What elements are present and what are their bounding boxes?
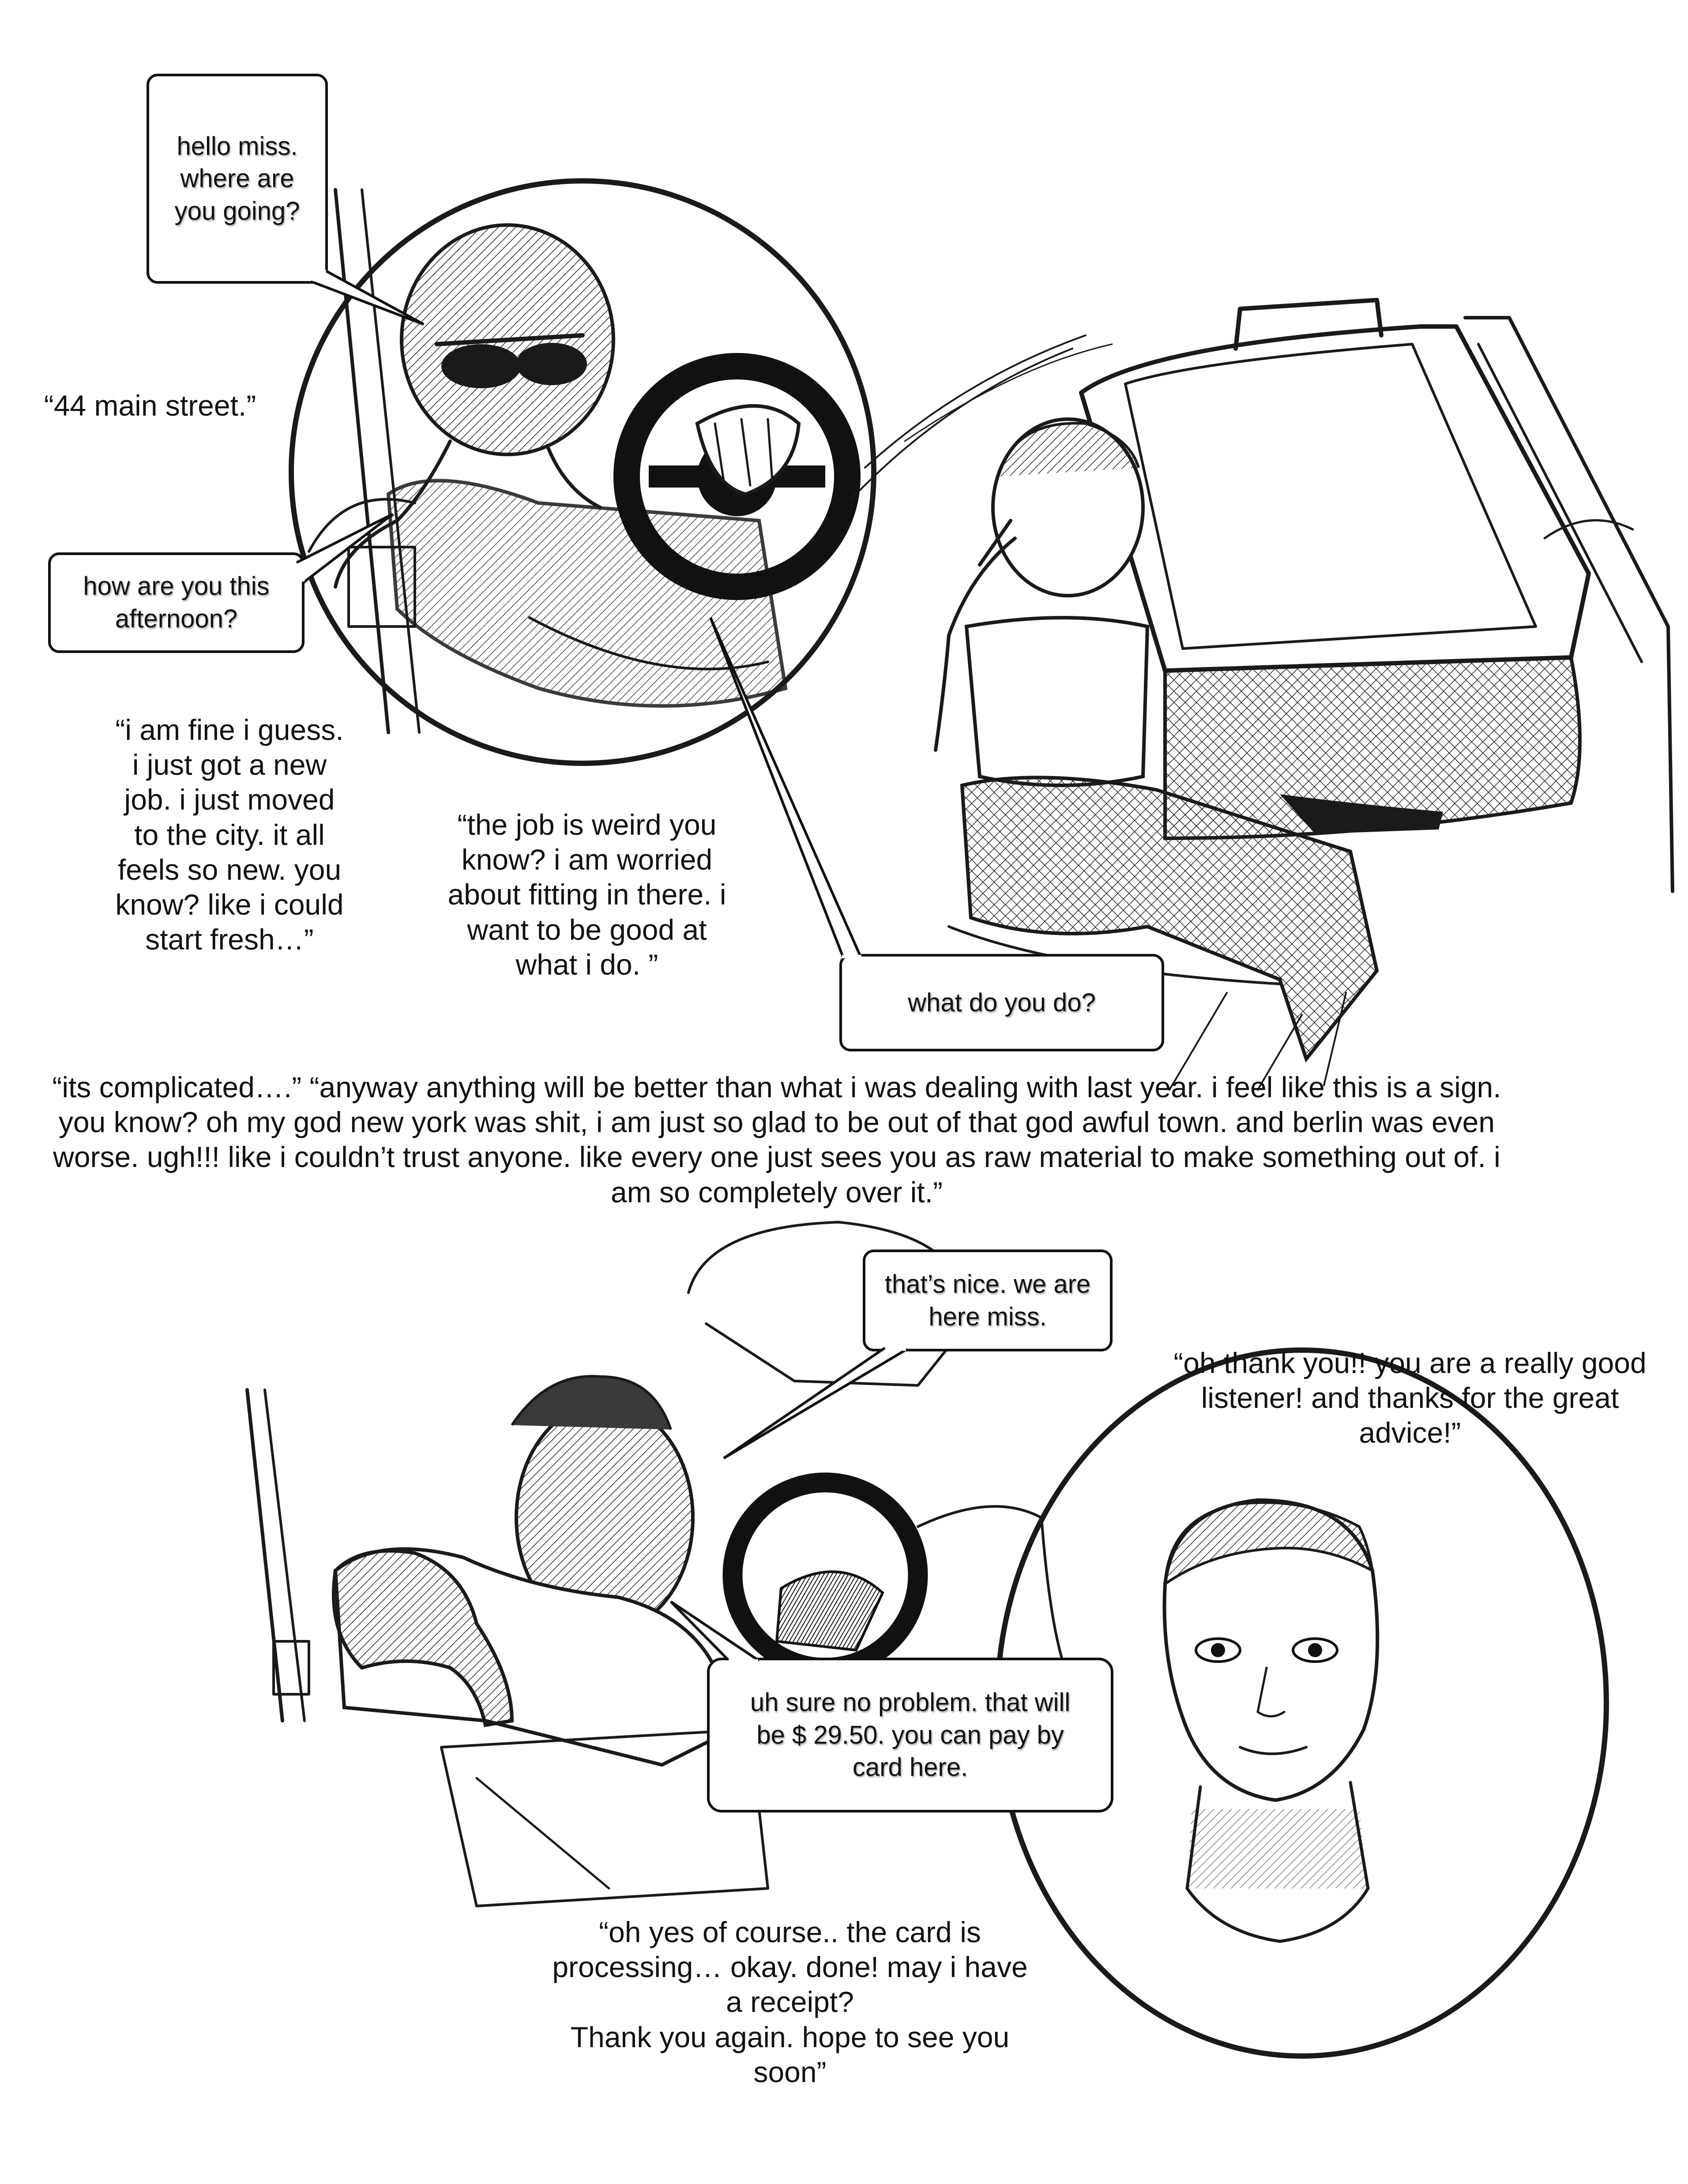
caption-fine: “i am fine i guess. i just got a new job. i just moved to the city. it all feels so new. you know? like i could start fresh…”	[115, 713, 344, 956]
driver-question-bubble: what do you do?	[908, 988, 1096, 1017]
caption-job-weird: “the job is weird you know? i am worried about fitting in there. i want to be good at what i do. ”	[447, 808, 726, 981]
caption-payment: “oh yes of course.. the card is processing… okay. done! may i have a receipt? Thank you again. hope to see you soon”	[552, 1916, 1028, 2088]
driver-portrait-top	[291, 181, 874, 763]
driver-arrival-bubble: that’s nice. we are here miss.	[884, 1269, 1091, 1331]
caption-address: “44 main street.”	[44, 389, 256, 422]
driver-fare-bubble: uh sure no problem. that will be $ 29.50. you can pay by card here.	[750, 1688, 1071, 1782]
driver-how-are-you-bubble: how are you this afternoon?	[83, 572, 270, 633]
caption-complicated: “its complicated….” “anyway anything will be better than what i was dealing with last year. i feel like this is a sign. you know? oh my god new york was shit, i am just so glad to be out of that god awful town. and berlin was even worse. ugh!!! like i couldn’t trust anyone. like every one just sees you as raw material to make something out of. i am so completely over it.”	[52, 1071, 1501, 1208]
caption-thanks: “oh thank you!! you are a really good listener! and thanks for the great advice!”	[1173, 1347, 1647, 1449]
driver-greeting-bubble: hello miss. where are you going?	[174, 131, 300, 225]
